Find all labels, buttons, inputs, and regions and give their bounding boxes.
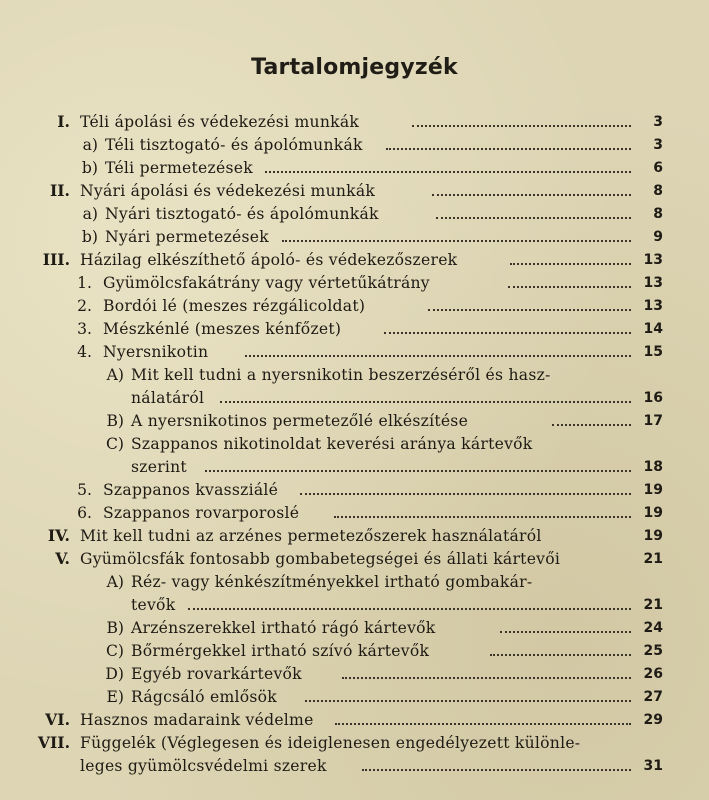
toc-leader — [220, 401, 631, 403]
toc-text: Gyümölcsfakátrány vagy vértetűkátrány — [103, 274, 430, 292]
toc-marker: VII. — [37, 733, 70, 752]
toc-entry — [0, 409, 709, 433]
toc-marker: 6. — [77, 504, 92, 522]
toc-entry — [0, 662, 709, 686]
toc-marker: E) — [106, 688, 124, 706]
toc-marker: V. — [55, 549, 70, 568]
toc-page-number: 8 — [653, 206, 663, 222]
toc-leader — [334, 516, 631, 518]
toc-page-number: 13 — [643, 298, 663, 314]
toc-entry — [0, 432, 709, 456]
toc-leader — [245, 355, 631, 357]
toc-page-number: 29 — [643, 712, 663, 728]
toc-page-number: 19 — [643, 482, 663, 498]
toc-leader — [265, 171, 631, 173]
toc-leader — [500, 631, 631, 633]
toc-entry — [0, 271, 709, 295]
toc-text: Mit kell tudni a nyersnikotin beszerzéséről és hasz- — [131, 366, 551, 384]
toc-entry — [0, 685, 709, 709]
toc-marker: III. — [42, 250, 70, 269]
toc-entry — [0, 179, 709, 203]
toc-page-number: 15 — [643, 344, 663, 360]
toc-page-number: 21 — [643, 551, 663, 567]
toc-entry — [0, 455, 709, 479]
page-title: Tartalomjegyzék — [251, 55, 458, 80]
toc-marker: 1. — [77, 274, 92, 292]
toc-entry — [0, 524, 709, 548]
toc-leader — [412, 125, 631, 127]
toc-entry — [0, 363, 709, 387]
toc-marker: 2. — [77, 297, 92, 315]
toc-marker: D) — [105, 665, 124, 683]
toc-page-number: 13 — [643, 252, 663, 268]
toc-text: Téli permetezések — [105, 159, 253, 177]
toc-leader — [428, 309, 631, 311]
toc-entry — [0, 340, 709, 364]
toc-leader — [490, 654, 631, 656]
toc-marker: 4. — [77, 343, 92, 361]
toc-leader — [342, 677, 631, 679]
toc-page-number: 18 — [643, 459, 663, 475]
toc-text: tevők — [131, 596, 176, 614]
toc-marker: C) — [105, 435, 124, 453]
toc-text: Réz- vagy kénkészítményekkel irtható gombakár- — [131, 573, 533, 591]
toc-marker: IV. — [47, 526, 70, 545]
toc-entry — [0, 294, 709, 318]
toc-text: Rágcsáló emlősök — [131, 688, 277, 706]
toc-text: Nyári permetezések — [105, 228, 269, 246]
toc-text: Arzénszerekkel irtható rágó kártevők — [131, 619, 436, 637]
toc-leader — [508, 286, 631, 288]
toc-leader — [335, 723, 631, 725]
toc-page-number: 26 — [643, 666, 663, 682]
toc-marker: 5. — [77, 481, 92, 499]
toc-entry — [0, 248, 709, 272]
toc-text: Egyéb rovarkártevők — [131, 665, 302, 683]
toc-leader — [384, 332, 631, 334]
toc-marker: II. — [49, 181, 70, 200]
toc-text: szerint — [131, 458, 187, 476]
toc-text: nálatáról — [131, 389, 205, 407]
toc-marker: I. — [57, 112, 70, 131]
toc-text: Szappanos rovarporoslé — [103, 504, 300, 522]
toc-text: leges gyümölcsvédelmi szerek — [80, 757, 327, 775]
toc-page-number: 9 — [653, 229, 663, 245]
toc-entry — [0, 478, 709, 502]
toc-entry — [0, 133, 709, 157]
toc-text: Gyümölcsfák fontosabb gombabetegségei és állati kártevői — [80, 550, 561, 568]
toc-marker: A) — [106, 366, 124, 384]
toc-text: Nyersnikotin — [103, 343, 209, 361]
toc-page-number: 3 — [653, 137, 663, 153]
toc-text: Szappanos kvassziálé — [103, 481, 279, 499]
toc-leader — [432, 194, 631, 196]
toc-text: Téli tisztogató- és ápolómunkák — [105, 136, 363, 154]
toc-text: Nyári ápolási és védekezési munkák — [80, 182, 376, 200]
toc-leader — [188, 608, 631, 610]
toc-text: Bőrmérgekkel irtható szívó kártevők — [131, 642, 430, 660]
toc-entry — [0, 593, 709, 617]
toc-text: Téli ápolási és védekezési munkák — [80, 113, 360, 131]
toc-leader — [205, 470, 631, 472]
toc-page-number: 25 — [643, 643, 663, 659]
toc-leader — [282, 240, 631, 242]
toc-page-number: 24 — [643, 620, 663, 636]
toc-text: Házilag elkészíthető ápoló- és védekezőszerek — [80, 251, 458, 269]
toc-text: Mészkénlé (meszes kénfőzet) — [103, 320, 342, 338]
toc-page-number: 19 — [643, 505, 663, 521]
toc-marker: 3. — [77, 320, 92, 338]
toc-entry — [0, 110, 709, 134]
toc-entry — [0, 225, 709, 249]
toc-leader — [510, 263, 631, 265]
toc-marker: A) — [106, 573, 124, 591]
toc-leader — [300, 493, 631, 495]
toc-entry — [0, 317, 709, 341]
toc-marker: B) — [106, 619, 124, 637]
toc-text: Mit kell tudni az arzénes permetezőszerek használatáról — [80, 527, 542, 545]
toc-entry — [0, 731, 709, 755]
toc-leader — [362, 769, 631, 771]
toc-marker: VI. — [45, 710, 70, 729]
toc-entry — [0, 156, 709, 180]
toc-entry — [0, 754, 709, 778]
toc-marker: B) — [106, 412, 124, 430]
toc-leader — [305, 700, 631, 702]
toc-page-number: 17 — [643, 413, 663, 429]
toc-page-number: 14 — [643, 321, 663, 337]
toc-page-number: 6 — [653, 160, 663, 176]
toc-page-number: 31 — [643, 758, 663, 774]
toc-page-number: 16 — [643, 390, 663, 406]
toc-page-number: 13 — [643, 275, 663, 291]
toc-page-number: 27 — [643, 689, 663, 705]
toc-marker: b) — [81, 228, 98, 246]
toc-entry — [0, 639, 709, 663]
toc-page-number: 19 — [643, 528, 663, 544]
toc-entry — [0, 547, 709, 571]
toc-entry — [0, 202, 709, 226]
toc-leader — [386, 148, 631, 150]
toc-marker: a) — [82, 136, 98, 154]
toc-entry — [0, 501, 709, 525]
toc-entry — [0, 708, 709, 732]
toc-marker: b) — [81, 159, 98, 177]
toc-entry — [0, 386, 709, 410]
toc-text: Bordói lé (meszes rézgálicoldat) — [103, 297, 366, 315]
toc-marker: a) — [82, 205, 98, 223]
toc-leader — [436, 217, 631, 219]
toc-page-number: 3 — [653, 114, 663, 130]
toc-page-number: 21 — [643, 597, 663, 613]
toc-entry — [0, 616, 709, 640]
toc-text: Hasznos madaraink védelme — [80, 711, 314, 729]
toc-text: Szappanos nikotinoldat keverési aránya kártevők — [131, 435, 533, 453]
toc-leader — [552, 424, 631, 426]
toc-text: Függelék (Véglegesen és ideiglenesen engedélyezett különle- — [80, 734, 581, 752]
toc-text: Nyári tisztogató- és ápolómunkák — [105, 205, 379, 223]
toc-page-number: 8 — [653, 183, 663, 199]
toc-entry — [0, 570, 709, 594]
toc-marker: C) — [105, 642, 124, 660]
toc-text: A nyersnikotinos permetezőlé elkészítése — [131, 412, 469, 430]
